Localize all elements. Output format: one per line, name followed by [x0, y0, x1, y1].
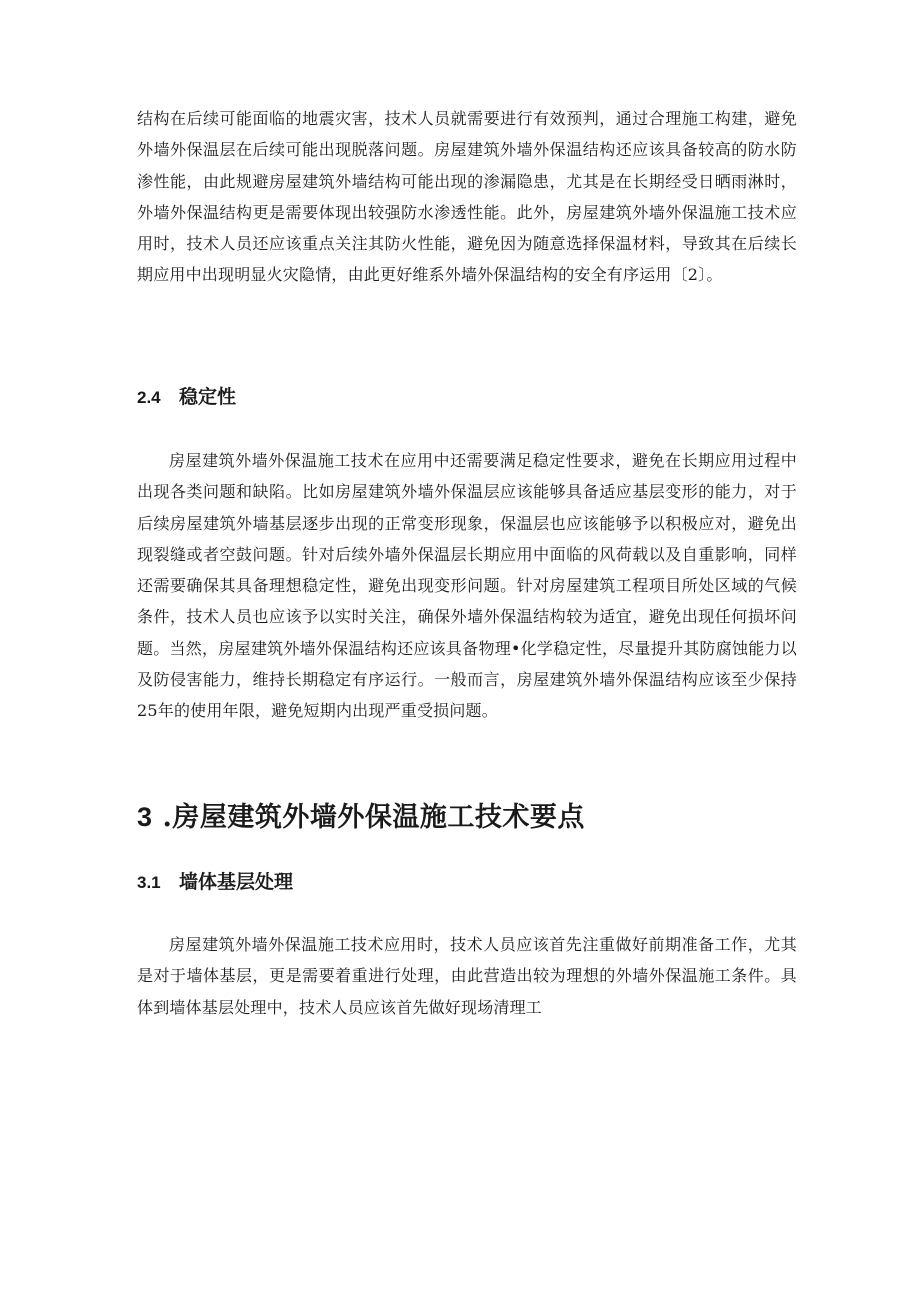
- paragraph-wall-base-treatment: 房屋建筑外墙外保温施工技术应用时，技术人员应该首先注重做好前期准备工作，尤其是对于墙体基层，更是需要着重进行处理，由此营造出较为理想的外墙外保温施工条件。具体到墙体基层处理中，技术人员应该首先做好现场清理工: [137, 935, 797, 1017]
- paragraph-continuation: 结构在后续可能面临的地震灾害，技术人员就需要进行有效预判，通过合理施工构建，避免外墙外保温层在后续可能出现脱落问题。房屋建筑外墙外保温结构还应该具备较高的防水防渗性能，由此规避房屋建筑外墙结构可能出现的渗漏隐患，尤其是在长期经受日晒雨淋时，外墙外保温结构更是需要体现出较强防水渗透性能。此外，房屋建筑外墙外保温施工技术应用时，技术人员还应该重点关注其防火性能，避免因为随意选择保温材料，导致其在后续长期应用中出现明显火灾隐情，由此更好维系外墙外保温结构的安全有序运用〔2〕。: [137, 109, 797, 285]
- subsection-title: 稳定性: [179, 386, 237, 408]
- section-title: .房屋建筑外墙外保温施工技术要点: [162, 802, 585, 833]
- subsection-heading-2-4: [137, 385, 236, 410]
- section-number: 3: [137, 802, 153, 832]
- paragraph-stability: 房屋建筑外墙外保温施工技术在应用中还需要满足稳定性要求，避免在长期应用过程中出现各类问题和缺陷。比如房屋建筑外墙外保温层应该能够具备适应基层变形的能力，对于后续房屋建筑外墙基层逐步出现的正常变形现象，保温层也应该能够予以积极应对，避免出现裂缝或者空鼓问题。针对后续外墙外保温层长期应用中面临的风荷载以及自重影响，同样还需要确保其具备理想稳定性，避免出现变形问题。针对房屋建筑工程项目所处区域的气候条件，技术人员也应该予以实时关注，确保外墙外保温结构较为适宜，避免出现任何损坏问题。当然，房屋建筑外墙外保温结构还应该具备物理•化学稳定性，尽量提升其防腐蚀能力以及防侵害能力，维持长期稳定有序运行。一般而言，房屋建筑外墙外保温结构应该至少保持25年的使用年限，避免短期内出现严重受损问题。: [137, 451, 797, 721]
- subsection-title: 墙体基层处理: [179, 871, 294, 893]
- subsection-heading-3-1: [137, 870, 293, 895]
- subsection-number: 3.1: [137, 873, 161, 892]
- section-heading-3: [137, 800, 585, 835]
- subsection-number: 2.4: [137, 388, 161, 407]
